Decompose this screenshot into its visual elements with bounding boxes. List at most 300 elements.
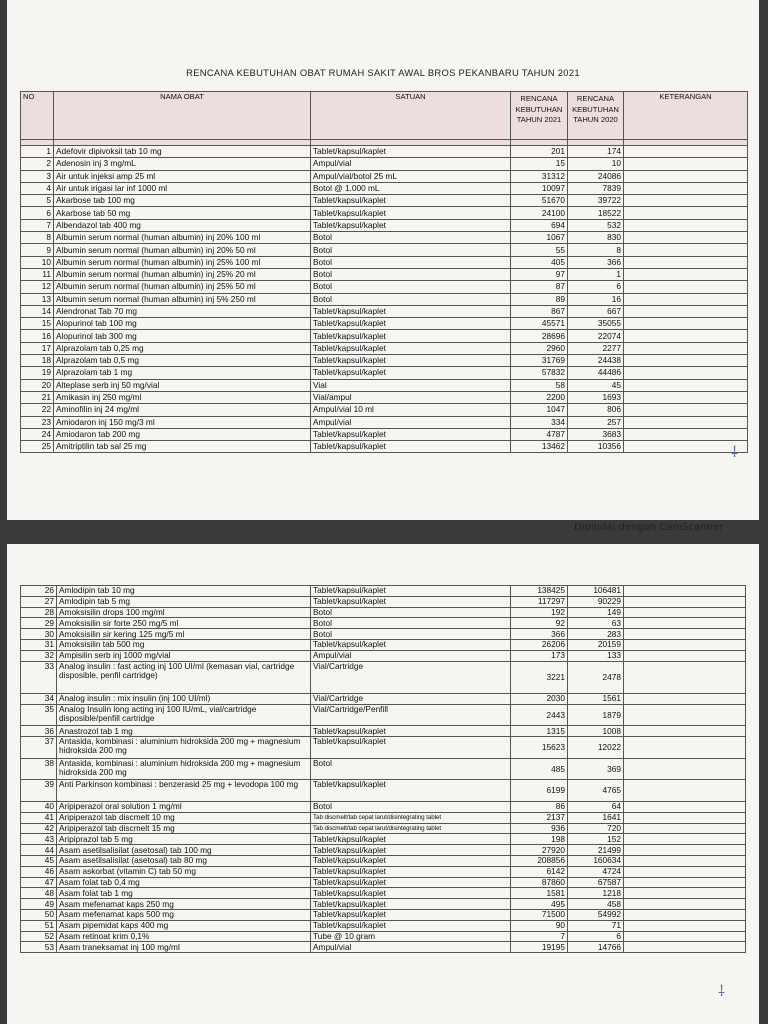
note-cell: [624, 877, 746, 888]
note-cell: [624, 586, 746, 597]
unit: Ampul/vial 10 ml: [311, 404, 511, 416]
table-row: [21, 182, 748, 194]
drug-name: Albumin serum normal (human albumin) inj 5% 250 ml: [54, 293, 311, 305]
row-number: 46: [21, 866, 57, 877]
plan-2021-value: 6142: [511, 866, 568, 877]
note-cell: [624, 441, 748, 453]
plan-2021-value: 71500: [511, 909, 568, 920]
unit: Tablet/kapsul/kaplet: [311, 318, 511, 330]
unit: Tablet/kapsul/kaplet: [311, 834, 511, 845]
note-cell: [624, 607, 746, 618]
plan-2020-value: 283: [568, 629, 624, 640]
plan-2021-value: 89: [511, 293, 568, 305]
drug-name: Akarbose tab 50 mg: [54, 207, 311, 219]
unit: Tablet/kapsul/kaplet: [311, 207, 511, 219]
plan-2021-value: 58: [511, 379, 568, 391]
row-number: 28: [21, 607, 57, 618]
table-row: [21, 586, 746, 597]
unit: Botol: [311, 618, 511, 629]
note-cell: [624, 158, 748, 170]
note-cell: [624, 661, 746, 693]
plan-2020-value: 6: [568, 931, 624, 942]
drug-name: Asam asetilsalisilat (asetosal) tab 80 mg: [57, 855, 311, 866]
table-row: [21, 441, 748, 453]
table-row: [21, 379, 748, 391]
plan-2021-value: 28696: [511, 330, 568, 342]
note-cell: [624, 629, 746, 640]
row-number: 5: [21, 195, 54, 207]
plan-2020-value: 90229: [568, 596, 624, 607]
note-cell: [624, 780, 746, 802]
drug-name: Albumin serum normal (human albumin) inj 20% 50 ml: [54, 244, 311, 256]
row-number: 34: [21, 693, 57, 704]
header-unit: SATUAN: [311, 92, 511, 140]
drug-name: Amikasin inj 250 mg/ml: [54, 391, 311, 403]
table-row: [21, 812, 746, 823]
table-row: [21, 318, 748, 330]
table-row: [21, 801, 746, 812]
table-row: [21, 931, 746, 942]
plan-2020-value: 257: [568, 416, 624, 428]
plan-2021-value: 117297: [511, 596, 568, 607]
plan-2020-value: 1879: [568, 704, 624, 726]
row-number: 52: [21, 931, 57, 942]
plan-2021-value: 1581: [511, 888, 568, 899]
drug-name: Albumin serum normal (human albumin) inj 25% 20 ml: [54, 268, 311, 280]
plan-2020-value: 806: [568, 404, 624, 416]
plan-2021-value: 87860: [511, 877, 568, 888]
plan-2021-value: 208856: [511, 855, 568, 866]
note-cell: [624, 404, 748, 416]
row-number: 10: [21, 256, 54, 268]
plan-2021-value: 2443: [511, 704, 568, 726]
table-row: [21, 618, 746, 629]
drug-name: Antasida, kombinasi : aluminium hidroksida 200 mg + magnesium hidroksida 200 mg: [57, 737, 311, 759]
plan-2021-value: 97: [511, 268, 568, 280]
table-row: [21, 195, 748, 207]
header-plan-2020: RENCANA KEBUTUHAN TAHUN 2020: [568, 92, 624, 140]
drug-name: Alopurinol tab 300 mg: [54, 330, 311, 342]
note-cell: [624, 146, 748, 158]
plan-2020-value: 149: [568, 607, 624, 618]
note-cell: [624, 219, 748, 231]
note-cell: [624, 834, 746, 845]
plan-2021-value: 92: [511, 618, 568, 629]
row-number: 16: [21, 330, 54, 342]
table-row: [21, 704, 746, 726]
table-row: [21, 232, 748, 244]
unit: Tube @ 10 gram: [311, 931, 511, 942]
note-cell: [624, 342, 748, 354]
unit: Tablet/kapsul/kaplet: [311, 888, 511, 899]
plan-2020-value: 8: [568, 244, 624, 256]
unit: Tablet/kapsul/kaplet: [311, 855, 511, 866]
plan-2020-value: 12022: [568, 737, 624, 759]
unit: Tab discmelt/tab cepat larut/disintegrating tablet: [311, 823, 511, 834]
drug-name: Akarbose tab 100 mg: [54, 195, 311, 207]
note-cell: [624, 812, 746, 823]
note-cell: [624, 845, 746, 856]
row-number: 36: [21, 726, 57, 737]
plan-2021-value: 495: [511, 899, 568, 910]
table-body-page-2: [21, 586, 746, 953]
drug-name: Ampisilin serb inj 1000 mg/vial: [57, 650, 311, 661]
table-row: [21, 219, 748, 231]
drug-name: Analog insulin : mix insulin (inj 100 UI/ml): [57, 693, 311, 704]
plan-2021-value: 45571: [511, 318, 568, 330]
note-cell: [624, 256, 748, 268]
unit: Tablet/kapsul/kaplet: [311, 866, 511, 877]
plan-2021-value: 366: [511, 629, 568, 640]
unit: Vial/Cartridge: [311, 693, 511, 704]
plan-2020-value: 2478: [568, 661, 624, 693]
row-number: 1: [21, 146, 54, 158]
table-row: [21, 207, 748, 219]
plan-2021-value: 694: [511, 219, 568, 231]
plan-2021-value: 7: [511, 931, 568, 942]
row-number: 27: [21, 596, 57, 607]
plan-2021-value: 87: [511, 281, 568, 293]
row-number: 26: [21, 586, 57, 597]
row-number: 42: [21, 823, 57, 834]
note-cell: [624, 391, 748, 403]
table-row: [21, 596, 746, 607]
header-row: [21, 92, 748, 140]
row-number: 47: [21, 877, 57, 888]
unit: Ampul/vial/botol 25 mL: [311, 170, 511, 182]
plan-2021-value: 51670: [511, 195, 568, 207]
unit: Tablet/kapsul/kaplet: [311, 586, 511, 597]
table-row: [21, 404, 748, 416]
note-cell: [624, 650, 746, 661]
unit: Botol: [311, 801, 511, 812]
unit: Tablet/kapsul/kaplet: [311, 639, 511, 650]
drug-name: Aripiperazol oral solution 1 mg/ml: [57, 801, 311, 812]
plan-2021-value: 2960: [511, 342, 568, 354]
drug-name: Aripiprazol tab 5 mg: [57, 834, 311, 845]
unit: Ampul/vial: [311, 158, 511, 170]
table-row: [21, 726, 746, 737]
unit: Vial/Cartridge/Penfill: [311, 704, 511, 726]
plan-2020-value: 720: [568, 823, 624, 834]
note-cell: [624, 182, 748, 194]
drug-name: Asam pipemidat kaps 400 mg: [57, 920, 311, 931]
plan-2020-value: 160634: [568, 855, 624, 866]
row-number: 29: [21, 618, 57, 629]
table-row: [21, 355, 748, 367]
note-cell: [624, 596, 746, 607]
plan-2020-value: 4765: [568, 780, 624, 802]
unit: Tablet/kapsul/kaplet: [311, 726, 511, 737]
header-note: KETERANGAN: [624, 92, 748, 140]
plan-2020-value: 1008: [568, 726, 624, 737]
plan-2021-value: 2137: [511, 812, 568, 823]
note-cell: [624, 244, 748, 256]
drug-name: Analog insulin : fast acting inj 100 UI/ml (kemasan vial, cartridge disposible, penfil cartridge): [57, 661, 311, 693]
plan-2021-value: 3221: [511, 661, 568, 693]
drug-name: Alprazolam tab 0,5 mg: [54, 355, 311, 367]
row-number: 25: [21, 441, 54, 453]
table-row: [21, 416, 748, 428]
unit: Tablet/kapsul/kaplet: [311, 899, 511, 910]
note-cell: [624, 281, 748, 293]
table-row: [21, 367, 748, 379]
drug-name: Aminofilin inj 24 mg/ml: [54, 404, 311, 416]
drug-name: Air untuk irigasi lar inf 1000 ml: [54, 182, 311, 194]
plan-2021-value: 31769: [511, 355, 568, 367]
unit: Tablet/kapsul/kaplet: [311, 367, 511, 379]
row-number: 18: [21, 355, 54, 367]
drug-name: Amoksisilin sir kering 125 mg/5 ml: [57, 629, 311, 640]
drug-name: Amitriptilin tab sal 25 mg: [54, 441, 311, 453]
plan-2021-value: 867: [511, 305, 568, 317]
note-cell: [624, 305, 748, 317]
drug-name: Alprazolam tab 1 mg: [54, 367, 311, 379]
plan-2020-value: 1561: [568, 693, 624, 704]
plan-2020-value: 21499: [568, 845, 624, 856]
plan-2020-value: 2277: [568, 342, 624, 354]
unit: Tablet/kapsul/kaplet: [311, 877, 511, 888]
row-number: 33: [21, 661, 57, 693]
unit: Botol @ 1.000 mL: [311, 182, 511, 194]
plan-2021-value: 26206: [511, 639, 568, 650]
unit: Botol: [311, 758, 511, 780]
note-cell: [624, 942, 746, 953]
row-number: 39: [21, 780, 57, 802]
note-cell: [624, 704, 746, 726]
unit: Tablet/kapsul/kaplet: [311, 219, 511, 231]
note-cell: [624, 318, 748, 330]
row-number: 13: [21, 293, 54, 305]
table-body-page-1: [21, 146, 748, 453]
drug-name: Adefovir dipivoksil tab 10 mg: [54, 146, 311, 158]
plan-2021-value: 6199: [511, 780, 568, 802]
plan-2021-value: 15623: [511, 737, 568, 759]
note-cell: [624, 207, 748, 219]
plan-2020-value: 35055: [568, 318, 624, 330]
note-cell: [624, 855, 746, 866]
table-row: [21, 920, 746, 931]
note-cell: [624, 758, 746, 780]
table-row: [21, 342, 748, 354]
row-number: 12: [21, 281, 54, 293]
plan-2021-value: 15: [511, 158, 568, 170]
note-cell: [624, 823, 746, 834]
row-number: 50: [21, 909, 57, 920]
plan-2021-value: 2200: [511, 391, 568, 403]
unit: Tablet/kapsul/kaplet: [311, 737, 511, 759]
unit: Vial/Cartridge: [311, 661, 511, 693]
note-cell: [624, 355, 748, 367]
unit: Tablet/kapsul/kaplet: [311, 920, 511, 931]
drug-name: Analog Insulin long acting inj 100 IU/mL, vial/cartridge disposible/penfill cartridge: [57, 704, 311, 726]
drug-name: Albumin serum normal (human albumin) inj 25% 100 ml: [54, 256, 311, 268]
plan-2020-value: 106481: [568, 586, 624, 597]
table-row: [21, 256, 748, 268]
note-cell: [624, 170, 748, 182]
plan-2020-value: 24438: [568, 355, 624, 367]
table-row: [21, 629, 746, 640]
table-row: [21, 845, 746, 856]
plan-2021-value: 24100: [511, 207, 568, 219]
drug-name: Amoksisilin sir forte 250 mg/5 ml: [57, 618, 311, 629]
plan-2020-value: 1: [568, 268, 624, 280]
table-row: [21, 866, 746, 877]
row-number: 51: [21, 920, 57, 931]
drug-name: Albumin serum normal (human albumin) inj 25% 50 ml: [54, 281, 311, 293]
plan-2020-value: 54992: [568, 909, 624, 920]
row-number: 3: [21, 170, 54, 182]
unit: Ampul/vial: [311, 650, 511, 661]
row-number: 14: [21, 305, 54, 317]
table-row: [21, 855, 746, 866]
unit: Botol: [311, 256, 511, 268]
drug-name: Alprazolam tab 0,25 mg: [54, 342, 311, 354]
plan-2021-value: 1315: [511, 726, 568, 737]
tick-mark-icon: ⸸: [731, 443, 739, 461]
note-cell: [624, 931, 746, 942]
drug-name: Air untuk injeksi amp 25 ml: [54, 170, 311, 182]
unit: Ampul/vial: [311, 942, 511, 953]
plan-2020-value: 174: [568, 146, 624, 158]
drug-name: Asam asetilsalisilat (asetosal) tab 100 mg: [57, 845, 311, 856]
plan-2020-value: 24086: [568, 170, 624, 182]
row-number: 23: [21, 416, 54, 428]
scanner-watermark: Dipindai dengan CamScanner: [574, 522, 723, 533]
plan-2020-value: 20159: [568, 639, 624, 650]
table-row: [21, 693, 746, 704]
row-number: 15: [21, 318, 54, 330]
plan-2020-value: 830: [568, 232, 624, 244]
table-row: [21, 909, 746, 920]
scanned-page-1: [7, 0, 759, 520]
unit: Tab discmelt/tab cepat larut/disintegrating tablet: [311, 812, 511, 823]
row-number: 22: [21, 404, 54, 416]
table-row: [21, 428, 748, 440]
table-row: [21, 391, 748, 403]
plan-2021-value: 55: [511, 244, 568, 256]
plan-2020-value: 22074: [568, 330, 624, 342]
unit: Tablet/kapsul/kaplet: [311, 596, 511, 607]
note-cell: [624, 866, 746, 877]
plan-2020-value: 14766: [568, 942, 624, 953]
drug-name: Alopurinol tab 100 mg: [54, 318, 311, 330]
plan-2021-value: 1067: [511, 232, 568, 244]
plan-2020-value: 16: [568, 293, 624, 305]
drug-name: Alteplase serb inj 50 mg/vial: [54, 379, 311, 391]
plan-2020-value: 133: [568, 650, 624, 661]
plan-2020-value: 366: [568, 256, 624, 268]
table-row: [21, 650, 746, 661]
table-row: [21, 661, 746, 693]
note-cell: [624, 693, 746, 704]
drug-name: Asam askorbat (vitamin C) tab 50 mg: [57, 866, 311, 877]
drug-name: Asam folat tab 0,4 mg: [57, 877, 311, 888]
plan-2020-value: 532: [568, 219, 624, 231]
table-row: [21, 607, 746, 618]
table-row: [21, 244, 748, 256]
unit: Vial/ampul: [311, 391, 511, 403]
drug-name: Asam retinoat krim 0,1%: [57, 931, 311, 942]
note-cell: [624, 618, 746, 629]
plan-2021-value: 1047: [511, 404, 568, 416]
plan-2020-value: 3683: [568, 428, 624, 440]
table-row: [21, 268, 748, 280]
row-number: 6: [21, 207, 54, 219]
table-row: [21, 305, 748, 317]
plan-2020-value: 667: [568, 305, 624, 317]
plan-2021-value: 86: [511, 801, 568, 812]
drug-name: Asam mefenamat kaps 250 mg: [57, 899, 311, 910]
table-row: [21, 170, 748, 182]
plan-2020-value: 1641: [568, 812, 624, 823]
unit: Tablet/kapsul/kaplet: [311, 780, 511, 802]
plan-2020-value: 63: [568, 618, 624, 629]
row-number: 24: [21, 428, 54, 440]
drug-name: Aripiperazol tab discmelt 10 mg: [57, 812, 311, 823]
plan-2020-value: 71: [568, 920, 624, 931]
plan-2021-value: 19195: [511, 942, 568, 953]
note-cell: [624, 293, 748, 305]
plan-2021-value: 192: [511, 607, 568, 618]
header-no: NO: [21, 92, 54, 140]
header-plan-2021: RENCANA KEBUTUHAN TAHUN 2021: [511, 92, 568, 140]
drug-plan-table-page-2: [20, 585, 746, 953]
row-number: 41: [21, 812, 57, 823]
plan-2021-value: 138425: [511, 586, 568, 597]
table-row: [21, 158, 748, 170]
note-cell: [624, 330, 748, 342]
drug-name: Adenosin inj 3 mg/mL: [54, 158, 311, 170]
unit: Vial: [311, 379, 511, 391]
unit: Botol: [311, 607, 511, 618]
row-number: 43: [21, 834, 57, 845]
plan-2021-value: 936: [511, 823, 568, 834]
plan-2021-value: 485: [511, 758, 568, 780]
row-number: 31: [21, 639, 57, 650]
drug-name: Amiodaron tab 200 mg: [54, 428, 311, 440]
plan-2020-value: 6: [568, 281, 624, 293]
row-number: 9: [21, 244, 54, 256]
row-number: 8: [21, 232, 54, 244]
drug-name: Asam folat tab 1 mg: [57, 888, 311, 899]
plan-2021-value: 334: [511, 416, 568, 428]
plan-2021-value: 2030: [511, 693, 568, 704]
table-row: [21, 888, 746, 899]
note-cell: [624, 428, 748, 440]
table-row: [21, 639, 746, 650]
row-number: 49: [21, 899, 57, 910]
note-cell: [624, 232, 748, 244]
plan-2020-value: 10: [568, 158, 624, 170]
drug-plan-table-page-1: [20, 91, 748, 453]
plan-2020-value: 369: [568, 758, 624, 780]
note-cell: [624, 416, 748, 428]
drug-name: Amlodipin tab 5 mg: [57, 596, 311, 607]
plan-2021-value: 198: [511, 834, 568, 845]
unit: Tablet/kapsul/kaplet: [311, 441, 511, 453]
row-number: 44: [21, 845, 57, 856]
note-cell: [624, 899, 746, 910]
plan-2020-value: 4724: [568, 866, 624, 877]
row-number: 32: [21, 650, 57, 661]
note-cell: [624, 801, 746, 812]
plan-2020-value: 39722: [568, 195, 624, 207]
table-row: [21, 146, 748, 158]
note-cell: [624, 888, 746, 899]
plan-2020-value: 10356: [568, 441, 624, 453]
table-row: [21, 942, 746, 953]
